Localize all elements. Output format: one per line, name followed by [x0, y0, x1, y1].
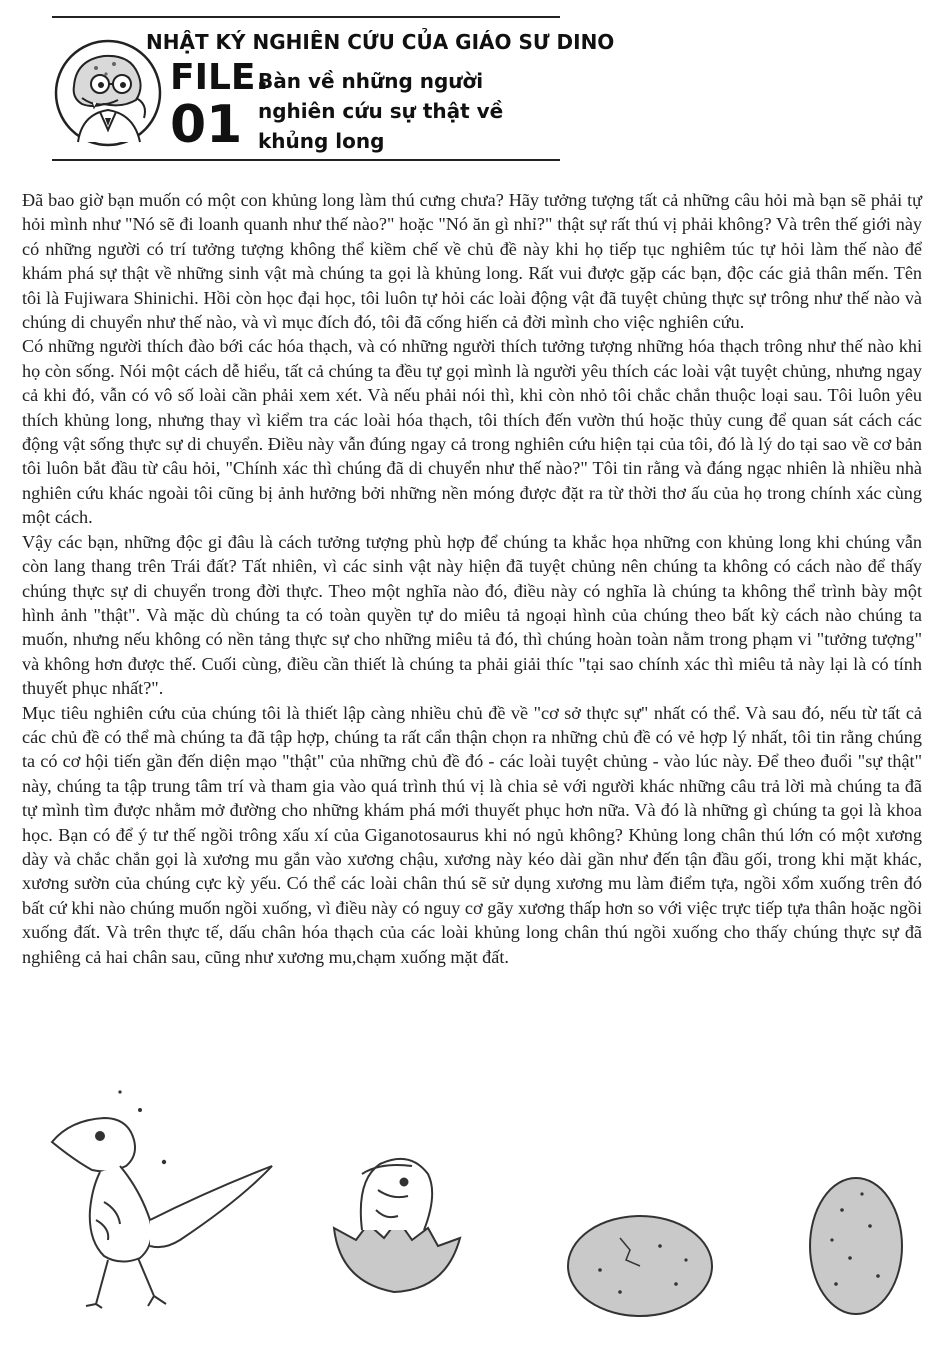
file-title: Bàn về những người nghiên cứu sự thật về khủng long [258, 69, 504, 153]
paragraph: Đã bao giờ bạn muốn có một con khủng long làm thú cưng chưa? Hãy tưởng tượng tất cả những câu hỏi mà bạn sẽ phải tự hỏi mình như "Nó sẽ đi loanh quanh như thế nào?" hoặc "Nó ăn gì nhỉ?" thật sự rất thú vị phải không? Và trên thế giới này có những người có trí tưởng tượng không thể kiềm chế về chủ đề này khi họ tiếp tục nghiêm túc tự hỏi làm thế nào để khám phá sự thật về những sinh vật mà chúng ta gọi là khủng long. Rất vui được gặp các bạn, độc các giả thân mến. Tên tôi là Fujiwara Shinichi. Hồi còn học đại học, tôi luôn tự hỏi các loài động vật đã tuyệt chủng thực sự trông như thế nào và chúng di chuyển như thế nào, và vì mục đích đó, tôi đã cống hiến cả đời mình cho việc nghiên cứu. [22, 190, 922, 333]
article-header [52, 16, 615, 162]
young-dinosaur-icon [52, 1090, 272, 1308]
dinosaur-professor-icon [52, 38, 164, 148]
hatchling-in-egg-icon [334, 1159, 460, 1292]
article-body [22, 188, 922, 969]
paragraph: Vậy các bạn, những độc gỉ đâu là cách tưởng tượng phù hợp để chúng ta khắc họa những con khủng long khi chúng vẫn còn lang thang trên Trái đất? Tất nhiên, vì các sinh vật này hiện đã tuyệt chủng nên chúng ta không có cách nào để thấy chúng thực sự di chuyển trong đời thực. Theo một nghĩa nào đó, điều này có nghĩa là chúng ta không thể trình bày một hình ảnh "thật". Và mặc dù chúng ta có toàn quyền tự do miêu tả ngoại hình của chúng theo bất kỳ cách nào chúng ta muốn, nhưng nếu không có nền tảng thực sự cho những miêu tả đó, thì chúng hoàn toàn nằm trong phạm vi "tưởng tượng" và không hơn được thế. Cuối cùng, điều cần thiết là chúng ta phải giải thíc "tại sao chính xác thì miêu tả này lại là có tính thuyết phục nhất?". [22, 531, 922, 699]
paragraph: Có những người thích đào bới các hóa thạch, và có những người thích tưởng tượng những hóa thạch trông như thế nào khi họ còn sống. Nói một cách dễ hiểu, tất cả chúng ta đều tự gọi mình là người yêu thích các loài vật tuyệt chủng, nhưng ngay cả khi đó, vẫn có vô số loài cần phải xem xét. Và nếu phải nói thì, khi còn nhỏ tôi chắc chắn thuộc loại sau. Tôi luôn yêu thích khủng long, nhưng thay vì kiểm tra các loài hóa thạch, tôi thích đến vườn thú hoặc thủy cung để quan sát cách các động vật sống thực sự di chuyển. Điều này vẫn đúng ngay cả trong nghiên cứu hiện tại của tôi, đó là lý do tại sao về cơ bản tôi luôn bắt đầu từ câu hỏi, "Chính xác thì chúng đã di chuyển như thế nào?" Tôi tin rằng và đáng ngạc nhiên là nhiều nhà nghiên cứu khác ngoài tôi cũng bị ảnh hưởng bởi những nền móng được đặt ra từ thời thơ ấu của họ trong chính xác cùng một cách. [22, 336, 922, 528]
header-bottom-rule [52, 159, 560, 161]
cracked-egg-icon [568, 1216, 712, 1316]
paragraph: Mục tiêu nghiên cứu của chúng tôi là thiết lập càng nhiều chủ đề về "cơ sở thực sự" nhất có thể. Và sau đó, nếu từ tất cả các chủ đề có thể mà chúng ta đã tập hợp, chúng ta rất cẩn thận chọn ra những chủ đề có vẻ hợp lý nhất, tôi tin rằng chúng ta có cơ hội tiến gần đến diện mạo "thật" của những chủ đề đó - các loài tuyệt chủng - vào lúc này. Để theo đuổi "sự thật" này, chúng ta tập trung tâm trí và tham gia vào quá trình thú vị là chia sẻ với người khác những câu trả lời mà chúng ta đã tự mình tìm được nhằm mở đường cho những khám phá mới thuyết phục hơn nữa. Và đó là những gì chúng ta gọi là khoa học. Bạn có để ý tư thế ngồi trông xấu xí của Giganotosaurus khi nó ngủ không? Khủng long chân thú lớn có một xương dày và chắc chắn gọi là xương mu gắn vào xương chậu, xương này kéo dài gần như đến tận đầu gối, trong khi mặt khác, xương sườn của chúng cực kỳ yếu. Có thể các loài chân thú sẽ sử dụng xương mu làm điểm tựa, ngồi xổm xuống trên đó bất cứ khi nào chúng muốn ngồi xuống, vì điều này có nguy cơ gãy xương thấp hơn so với việc trực tiếp tựa thân hoặc ngồi xuống đất. Và trên thực tế, dấu chân hóa thạch của các loài khủng long chân thú ngồi xuống cho thấy chúng thực sự đã nghiêng cả hai chân sau, cũng như xương mu,chạm xuống mặt đất. [22, 702, 922, 967]
hatching-illustration [0, 1070, 938, 1340]
file-label: FILE. [170, 57, 270, 98]
series-title: NHẬT KÝ NGHIÊN CỨU CỦA GIÁO SƯ DINO [146, 30, 615, 54]
speckled-egg-icon [810, 1178, 902, 1314]
header-top-rule [52, 16, 560, 18]
file-number: 01 [170, 95, 243, 155]
